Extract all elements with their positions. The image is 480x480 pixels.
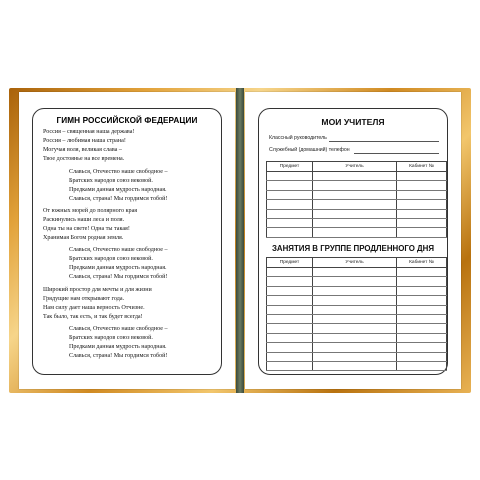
anthem-line: Нам силу дает наша верность Отчизне.: [43, 304, 145, 311]
table-cell[interactable]: [313, 305, 397, 314]
table-cell[interactable]: [397, 305, 447, 314]
table-cell[interactable]: [397, 268, 447, 277]
table-cell[interactable]: [267, 305, 313, 314]
anthem-line: Братских народов союз вековой.: [69, 255, 153, 262]
table-row: [267, 305, 447, 314]
phone-field[interactable]: [354, 153, 439, 154]
column-header-subject: Предмет: [267, 162, 313, 172]
table-cell[interactable]: [397, 181, 447, 190]
table-cell[interactable]: [267, 324, 313, 333]
teachers-table: [266, 161, 447, 238]
table-cell[interactable]: [267, 333, 313, 342]
column-header-teacher: Учитель: [313, 258, 397, 268]
table-cell[interactable]: [313, 314, 397, 323]
table-cell[interactable]: [397, 218, 447, 227]
teachers-frame: [258, 108, 448, 375]
table-row: [267, 324, 447, 333]
table-cell[interactable]: [397, 296, 447, 305]
table-cell[interactable]: [267, 268, 313, 277]
anthem-line: Могучая воля, великая слава –: [43, 146, 122, 153]
anthem-verse: [43, 207, 137, 243]
table-cell[interactable]: [313, 343, 397, 352]
table-cell[interactable]: [313, 333, 397, 342]
extended-day-title: ЗАНЯТИЯ В ГРУППЕ ПРОДЛЕННОГО ДНЯ: [271, 244, 435, 253]
class-teacher-field[interactable]: [329, 141, 439, 142]
table-row: [267, 172, 447, 181]
table-row: [267, 209, 447, 218]
anthem-chorus: [69, 168, 168, 204]
anthem-line: Раскинулись наши леса и поля.: [43, 216, 125, 223]
column-header-teacher: Учитель: [313, 162, 397, 172]
table-cell[interactable]: [397, 228, 447, 237]
table-cell[interactable]: [397, 200, 447, 209]
anthem-line: Славься, Отечество наше свободное –: [69, 169, 168, 175]
anthem-line: Славься, страна! Мы гордимся тобой!: [69, 195, 168, 202]
table-cell[interactable]: [397, 209, 447, 218]
table-row: [267, 218, 447, 227]
table-row: [267, 361, 447, 370]
anthem-frame: [32, 108, 222, 375]
left-page: [19, 92, 235, 389]
anthem-line: Братских народов союз вековой.: [69, 177, 153, 184]
column-header-room: Кабинет №: [397, 258, 447, 268]
table-cell[interactable]: [267, 277, 313, 286]
table-cell[interactable]: [397, 343, 447, 352]
table-row: [267, 190, 447, 199]
table-cell[interactable]: [267, 361, 313, 370]
table-row: [267, 228, 447, 237]
anthem-line: Так было, так есть, и так будет всегда!: [43, 313, 143, 320]
table-cell[interactable]: [313, 286, 397, 295]
book-spine: [236, 88, 244, 393]
anthem-line: Россия – любимая наша страна!: [43, 137, 126, 144]
anthem-line: Россия – священная наша держава!: [43, 129, 135, 135]
anthem-line: Славься, Отечество наше свободное –: [69, 247, 168, 253]
table-cell[interactable]: [267, 314, 313, 323]
table-row: [267, 333, 447, 342]
anthem-line: Славься, страна! Мы гордимся тобой!: [69, 273, 168, 280]
extended-day-table: [266, 257, 447, 371]
table-cell[interactable]: [397, 286, 447, 295]
class-teacher-label: Классный руководитель: [269, 135, 327, 141]
table-cell[interactable]: [267, 181, 313, 190]
table-row: [267, 343, 447, 352]
table-cell[interactable]: [267, 352, 313, 361]
anthem-line: Грядущие нам открывают года.: [43, 295, 125, 302]
table-cell[interactable]: [313, 181, 397, 190]
table-cell[interactable]: [397, 352, 447, 361]
table-cell[interactable]: [313, 324, 397, 333]
table-cell[interactable]: [313, 200, 397, 209]
anthem-verse: [43, 128, 134, 164]
table-cell[interactable]: [267, 209, 313, 218]
table-cell[interactable]: [397, 324, 447, 333]
table-cell[interactable]: [313, 352, 397, 361]
anthem-line: Твое достоянье на все времена.: [43, 155, 125, 162]
table-row: [267, 181, 447, 190]
anthem-line: Широкий простор для мечты и для жизни: [43, 287, 152, 293]
table-cell[interactable]: [313, 172, 397, 181]
table-row: [267, 314, 447, 323]
right-page: [245, 92, 461, 389]
anthem-line: Предками данная мудрость народная.: [69, 343, 167, 350]
anthem-title: ГИМН РОССИЙСКОЙ ФЕДЕРАЦИИ: [56, 116, 198, 125]
table-cell[interactable]: [267, 200, 313, 209]
table-cell[interactable]: [397, 314, 447, 323]
table-cell[interactable]: [313, 296, 397, 305]
table-cell[interactable]: [313, 209, 397, 218]
table-cell[interactable]: [267, 190, 313, 199]
table-row: [267, 277, 447, 286]
table-cell[interactable]: [397, 333, 447, 342]
column-header-room: Кабинет №: [397, 162, 447, 172]
table-cell[interactable]: [267, 286, 313, 295]
anthem-chorus: [69, 246, 168, 282]
anthem-line: Славься, страна! Мы гордимся тобой!: [69, 352, 168, 359]
anthem-line: Славься, Отечество наше свободное –: [69, 326, 168, 332]
table-row: [267, 200, 447, 209]
anthem-line: От южных морей до полярного края: [43, 208, 138, 214]
table-cell[interactable]: [267, 228, 313, 237]
table-cell[interactable]: [267, 296, 313, 305]
table-row: [267, 286, 447, 295]
anthem-line: Братских народов союз вековой.: [69, 334, 153, 341]
anthem-verse: [43, 286, 152, 322]
table-cell[interactable]: [313, 361, 397, 370]
table-cell[interactable]: [313, 268, 397, 277]
table-cell[interactable]: [313, 277, 397, 286]
table-row: [267, 296, 447, 305]
table-cell[interactable]: [313, 228, 397, 237]
table-cell[interactable]: [267, 218, 313, 227]
table-cell[interactable]: [267, 343, 313, 352]
anthem-line: Предками данная мудрость народная.: [69, 186, 167, 193]
anthem-line: Хранимая Богом родная земля.: [43, 234, 124, 241]
table-cell[interactable]: [397, 361, 447, 370]
anthem-line: Одна ты на свете! Одна ты такая!: [43, 225, 130, 232]
table-cell[interactable]: [313, 190, 397, 199]
column-header-subject: Предмет: [267, 258, 313, 268]
table-cell[interactable]: [397, 190, 447, 199]
table-cell[interactable]: [313, 218, 397, 227]
anthem-chorus: [69, 325, 168, 361]
phone-label: Служебный (домашний) телефон: [269, 147, 350, 153]
table-cell[interactable]: [267, 172, 313, 181]
table-cell[interactable]: [397, 277, 447, 286]
table-cell[interactable]: [397, 172, 447, 181]
teachers-title: МОИ УЧИТЕЛЯ: [321, 117, 385, 127]
table-row: [267, 352, 447, 361]
anthem-line: Предками данная мудрость народная.: [69, 264, 167, 271]
table-row: [267, 268, 447, 277]
